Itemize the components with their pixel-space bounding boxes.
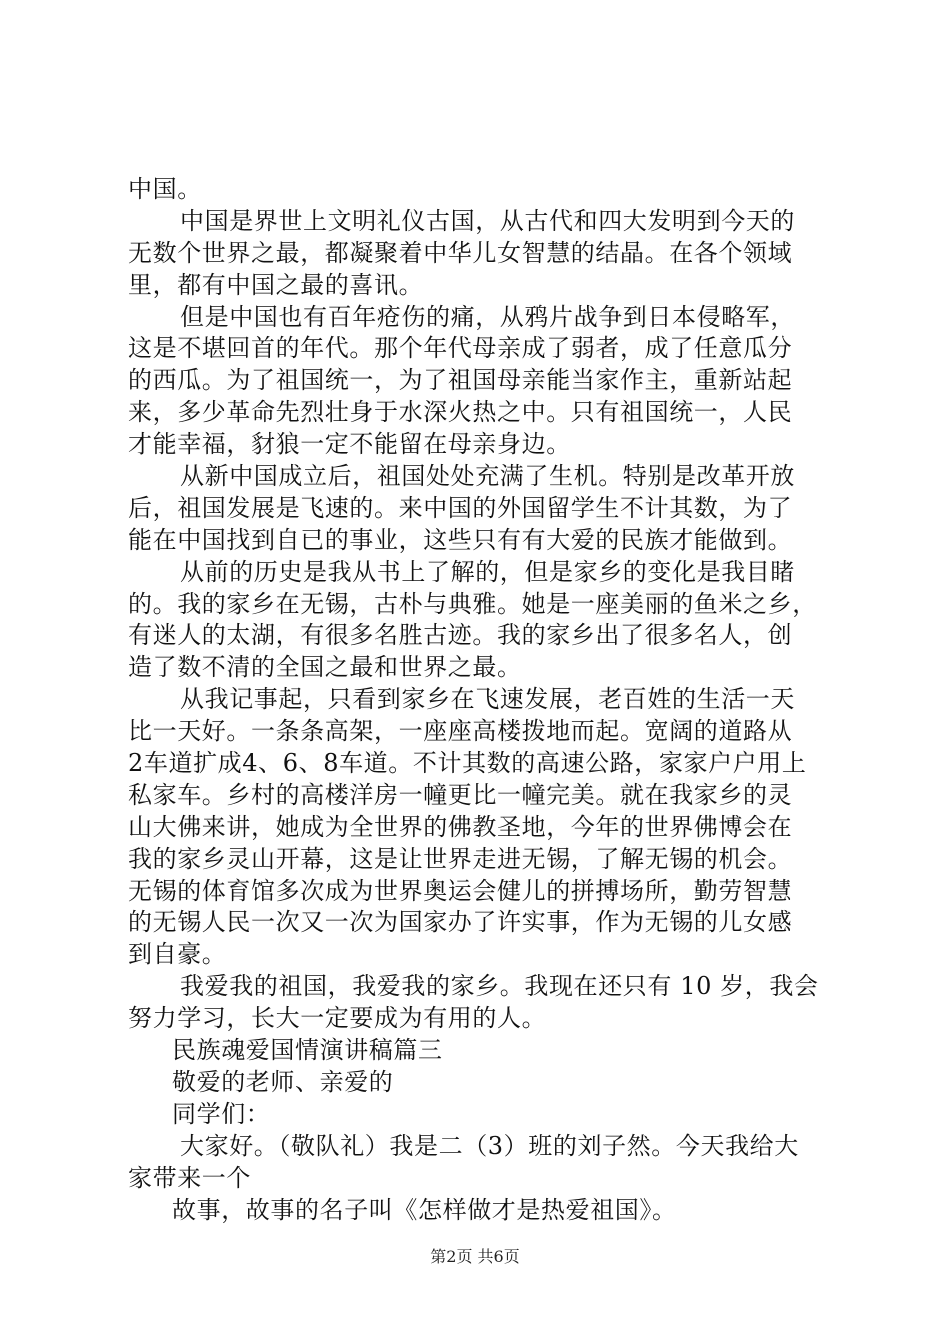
text-line: 才能幸福，豺狼一定不能留在母亲身边。 [128,430,571,459]
text-line: 无数个世界之最，都凝聚着中华儿女智慧的结晶。在各个领域 [128,238,793,267]
text-line: 大家好。（敬队礼）我是二（3）班的刘子然。今天我给大 [180,1131,799,1160]
text-line: 努力学习，长大一定要成为有用的人。 [128,1004,547,1033]
text-line: 能在中国找到自已的事业，这些只有有大爱的民族才能做到。 [128,525,793,554]
page-footer: 第2页 共6页 [430,1247,520,1266]
text-line: 后，祖国发展是飞速的。来中国的外国留学生不计其数，为了 [128,493,793,522]
text-line: 我的家乡灵山开幕，这是让世界走进无锡，了解无锡的机会。 [128,844,793,873]
text-line: 从前的历史是我从书上了解的，但是家乡的变化是我目睹 [180,557,795,586]
text-line: 民族魂爱国情演讲稿篇三 [172,1036,443,1065]
text-line: 无锡的体育馆多次成为世界奥运会健儿的拼搏场所，勤劳智慧 [128,876,793,905]
text-line: 造了数不清的全国之最和世界之最。 [128,653,522,682]
text-line: 家带来一个 [128,1163,251,1192]
document-body [128,174,833,1226]
text-line: 的无锡人民一次又一次为国家办了许实事，作为无锡的儿女感 [128,908,793,937]
text-line: 到自豪。 [128,940,227,969]
text-line: 从新中国成立后，祖国处处充满了生机。特别是改革开放 [180,462,795,491]
text-line: 中国。 [128,175,202,203]
text-line: 私家车。乡村的高楼洋房一幢更比一幢完美。就在我家乡的灵 [128,780,793,809]
text-line: 有迷人的太湖，有很多名胜古迹。我的家乡出了很多名人，创 [128,621,793,650]
text-line: 我爱我的祖国，我爱我的家乡。我现在还只有 10 岁，我会 [180,972,819,1001]
text-line: 从我记事起，只看到家乡在飞速发展，老百姓的生活一天 [180,685,795,714]
text-line: 山大佛来讲，她成为全世界的佛教圣地，今年的世界佛博会在 [128,812,793,841]
text-line: 比一天好。一条条高架，一座座高楼拨地而起。宽阔的道路从 [128,717,793,746]
text-line: 中国是界世上文明礼仪古国，从古代和四大发明到今天的 [180,206,795,235]
text-line: 同学们： [172,1099,271,1128]
text-line: 但是中国也有百年疮伤的痛，从鸦片战争到日本侵略军， [180,302,795,331]
text-line: 故事，故事的名子叫《怎样做才是热爱祖国》。 [172,1195,677,1224]
text-line: 来，多少革命先烈壮身于水深火热之中。只有祖国统一，人民 [128,398,793,427]
text-line: 2车道扩成4、6、8车道。不计其数的高速公路，家家户户用上 [128,749,807,778]
text-line: 这是不堪回首的年代。那个年代母亲成了弱者，成了任意瓜分 [128,334,793,363]
text-line: 里，都有中国之最的喜讯。 [128,270,424,299]
text-line: 的西瓜。为了祖国统一，为了祖国母亲能当家作主，重新站起 [128,366,793,395]
text-line: 敬爱的老师、亲爱的 [172,1067,394,1096]
text-line: 的。我的家乡在无锡，古朴与典雅。她是一座美丽的鱼米之乡， [128,589,817,618]
